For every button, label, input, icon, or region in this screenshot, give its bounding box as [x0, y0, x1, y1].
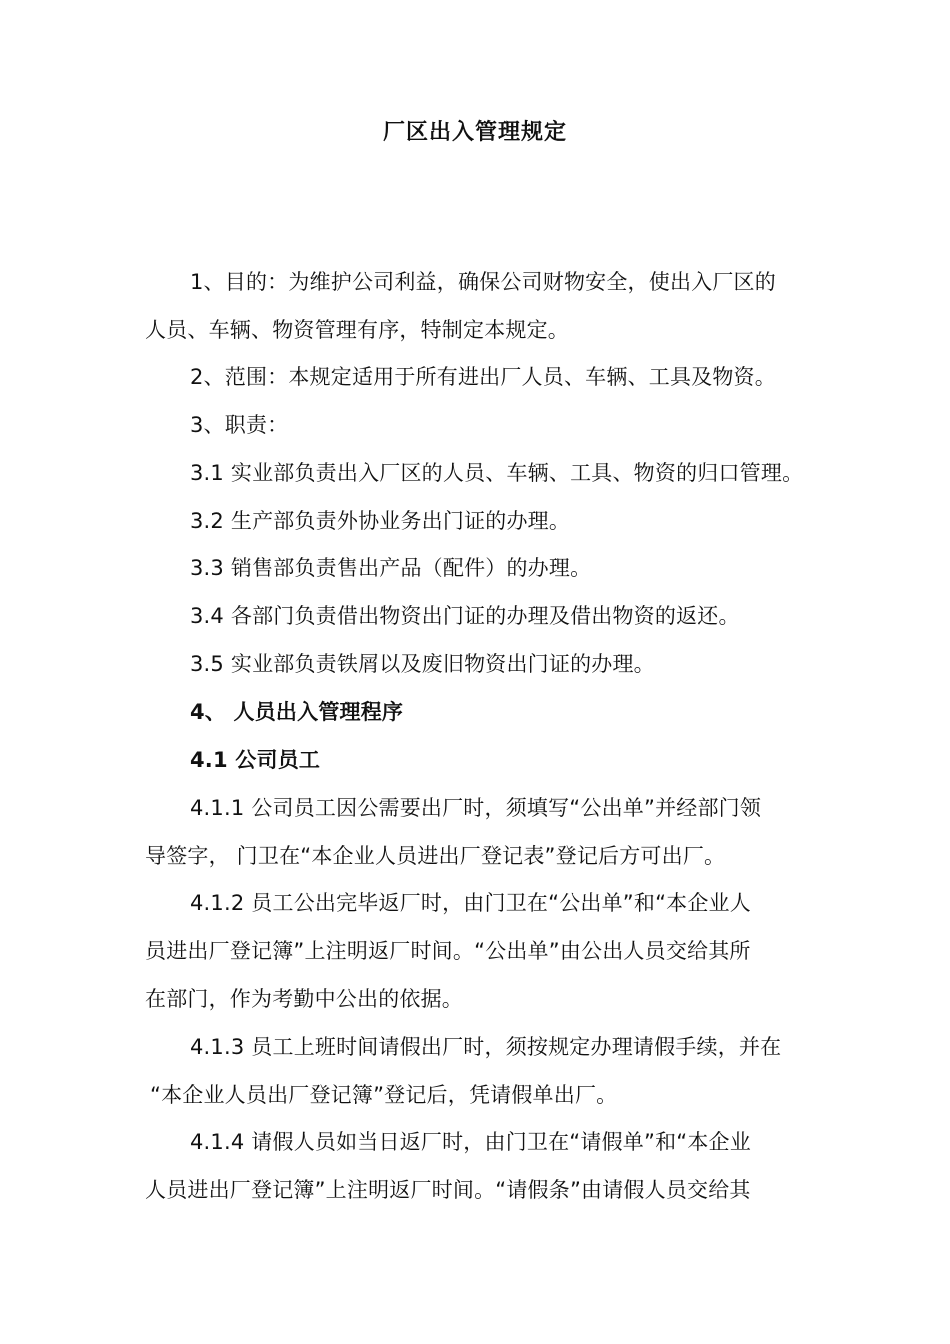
text-line-4-1-3: 4.1.3 员工上班时间请假出厂时，须按规定办理请假手续，并在	[190, 1035, 782, 1059]
text-line-purpose-cont: 人员、车辆、物资管理有序，特制定本规定。	[145, 318, 569, 342]
text-line-scope: 2、范围：本规定适用于所有进出厂人员、车辆、工具及物资。	[190, 365, 776, 389]
text-line-duty-3-1: 3.1 实业部负责出入厂区的人员、车辆、工具、物资的归口管理。	[190, 461, 804, 485]
text-line-duties: 3、职责：	[190, 413, 289, 437]
text-line-4-1-2-cont: 员进出厂登记簿”上注明返厂时间。“公出单”由公出人员交给其所	[145, 939, 751, 963]
text-line-purpose: 1、目的：为维护公司利益，确保公司财物安全，使出入厂区的	[190, 270, 776, 294]
text-line-duty-3-4: 3.4 各部门负责借出物资出门证的办理及借出物资的返还。	[190, 604, 740, 628]
section-heading-4-1: 4.1 公司员工	[190, 748, 321, 772]
text-line-duty-3-2: 3.2 生产部负责外协业务出门证的办理。	[190, 509, 571, 533]
text-line-duty-3-3: 3.3 销售部负责售出产品（配件）的办理。	[190, 556, 592, 580]
text-line-duty-3-5: 3.5 实业部负责铁屑以及废旧物资出门证的办理。	[190, 652, 655, 676]
text-line-4-1-2-end: 在部门，作为考勤中公出的依据。	[145, 987, 463, 1011]
section-heading-4: 4、 人员出入管理程序	[190, 700, 404, 724]
text-line-4-1-1-cont: 导签字， 门卫在“本企业人员进出厂登记表”登记后方可出厂。	[145, 844, 726, 868]
document-title: 厂区出入管理规定	[382, 120, 567, 145]
text-line-4-1-2: 4.1.2 员工公出完毕返厂时，由门卫在“公出单”和“本企业人	[190, 891, 751, 915]
text-line-4-1-4: 4.1.4 请假人员如当日返厂时，由门卫在“请假单”和“本企业	[190, 1130, 751, 1154]
text-line-4-1-1: 4.1.1 公司员工因公需要出厂时，须填写“公出单”并经部门领	[190, 796, 762, 820]
text-line-4-1-3-cont: “本企业人员出厂登记簿”登记后，凭请假单出厂。	[150, 1083, 618, 1107]
text-line-4-1-4-cont: 人员进出厂登记簿”上注明返厂时间。“请假条”由请假人员交给其	[145, 1178, 751, 1202]
